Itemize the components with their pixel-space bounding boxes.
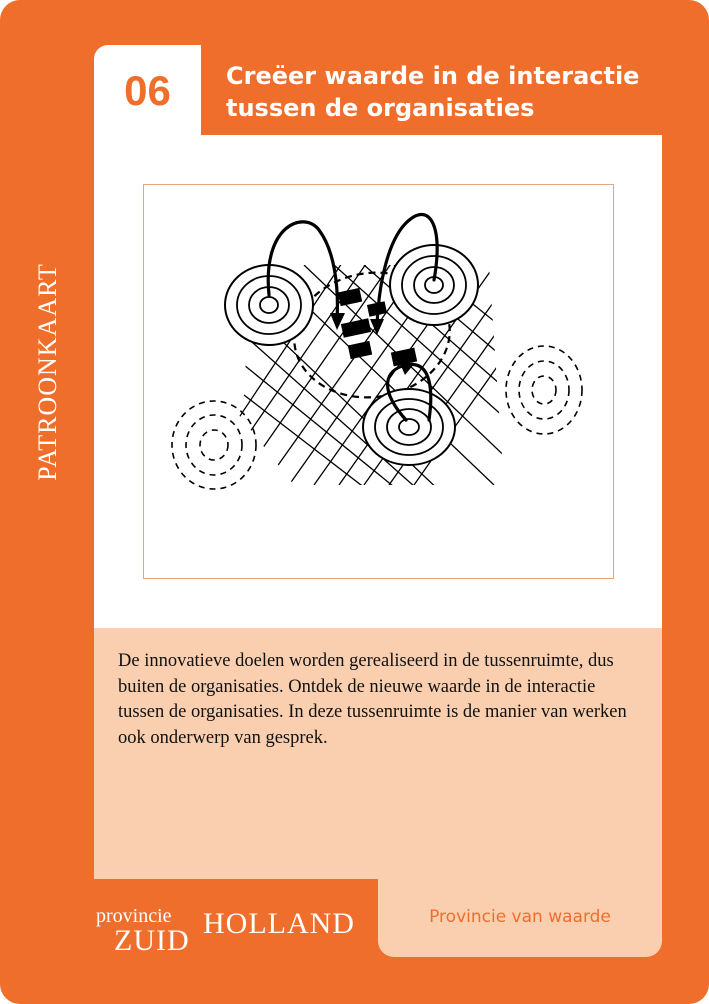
card-number-box: [94, 45, 201, 140]
footer-text: Provincie van waarde: [429, 907, 611, 927]
card-type-label: PATROONKAART: [33, 263, 62, 481]
organisations-interaction-icon: [144, 185, 613, 578]
logo-line1: provincie: [96, 905, 172, 927]
illustration-frame: [143, 184, 614, 579]
card-number: 06: [124, 67, 171, 114]
card-title-line2: tussen de organisaties: [226, 94, 535, 122]
footer-box: [378, 879, 662, 957]
card-title-line1: Creëer waarde in de interactie: [226, 62, 640, 90]
province-logo: [96, 905, 366, 965]
card-description: De innovatieve doelen worden gerealiseerd in de tussenruimte, dus buiten de organisaties. Ontdek de nieuwe waarde in de interactie tussen de organisaties. In deze tussenruimte is de manier van werken ook onderwerp van gesprek.: [118, 651, 627, 748]
logo-line2: ZUID: [114, 924, 190, 957]
logo-line3: HOLLAND: [203, 907, 355, 940]
description-panel: [94, 628, 662, 879]
card-title: [226, 60, 666, 124]
